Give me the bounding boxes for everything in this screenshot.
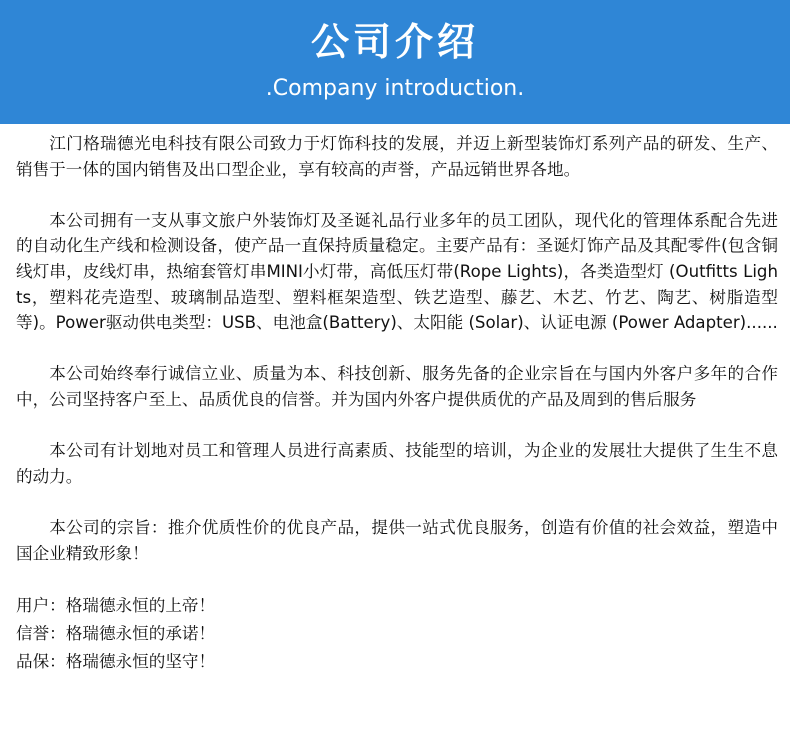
motto-customer: 用户：格瑞德永恒的上帝！ [16, 595, 216, 615]
intro-paragraph-2: 本公司拥有一支从事文旅户外装饰灯及圣诞礼品行业多年的员工团队，现代化的管理体系配合先进的自动化生产线和检测设备，使产品一直保持质量稳定。主要产品有：圣诞灯饰产品及其配零件(包含铜线灯串，皮线灯串，热缩套管灯串MINI小灯带，高低压灯带(Rope Lights)，各类造型灯 (Outfitts Lights，塑料花壳造型、玻璃制品造型、塑料框架造型、铁艺造型、藤艺、木艺、竹艺、陶艺、树脂造型等)。Power驱动供电类型：USB、电池盒(Battery)、太阳能 (Solar)、认证电源 (Power Adapter)...... [16, 210, 778, 333]
motto-quality: 品保：格瑞德永恒的坚守！ [16, 651, 216, 671]
intro-paragraph-3: 本公司始终奉行诚信立业、质量为本、科技创新、服务先备的企业宗旨在与国内外客户多年的合作中，公司坚持客户至上、品质优良的信誉。并为国内外客户提供质优的产品及周到的售后服务 [16, 364, 778, 409]
intro-paragraph-5: 本公司的宗旨：推介优质性价的优良产品，提供一站式优良服务，创造有价值的社会效益，塑造中国企业精致形象！ [16, 517, 778, 563]
intro-paragraph-1: 江门格瑞德光电科技有限公司致力于灯饰科技的发展，并迈上新型装饰灯系列产品的研发、生产、销售于一体的国内销售及出口型企业，享有较高的声誉，产品远销世界各地。 [16, 134, 778, 179]
motto-credit: 信誉：格瑞德永恒的承诺！ [16, 623, 216, 643]
company-intro-body [16, 131, 778, 676]
page-subtitle: .Company introduction. [265, 76, 525, 101]
header-banner [0, 0, 790, 124]
page-title: 公司介绍 [310, 20, 479, 64]
intro-paragraph-4: 本公司有计划地对员工和管理人员进行高素质、技能型的培训，为企业的发展壮大提供了生生不息的动力。 [16, 441, 778, 486]
